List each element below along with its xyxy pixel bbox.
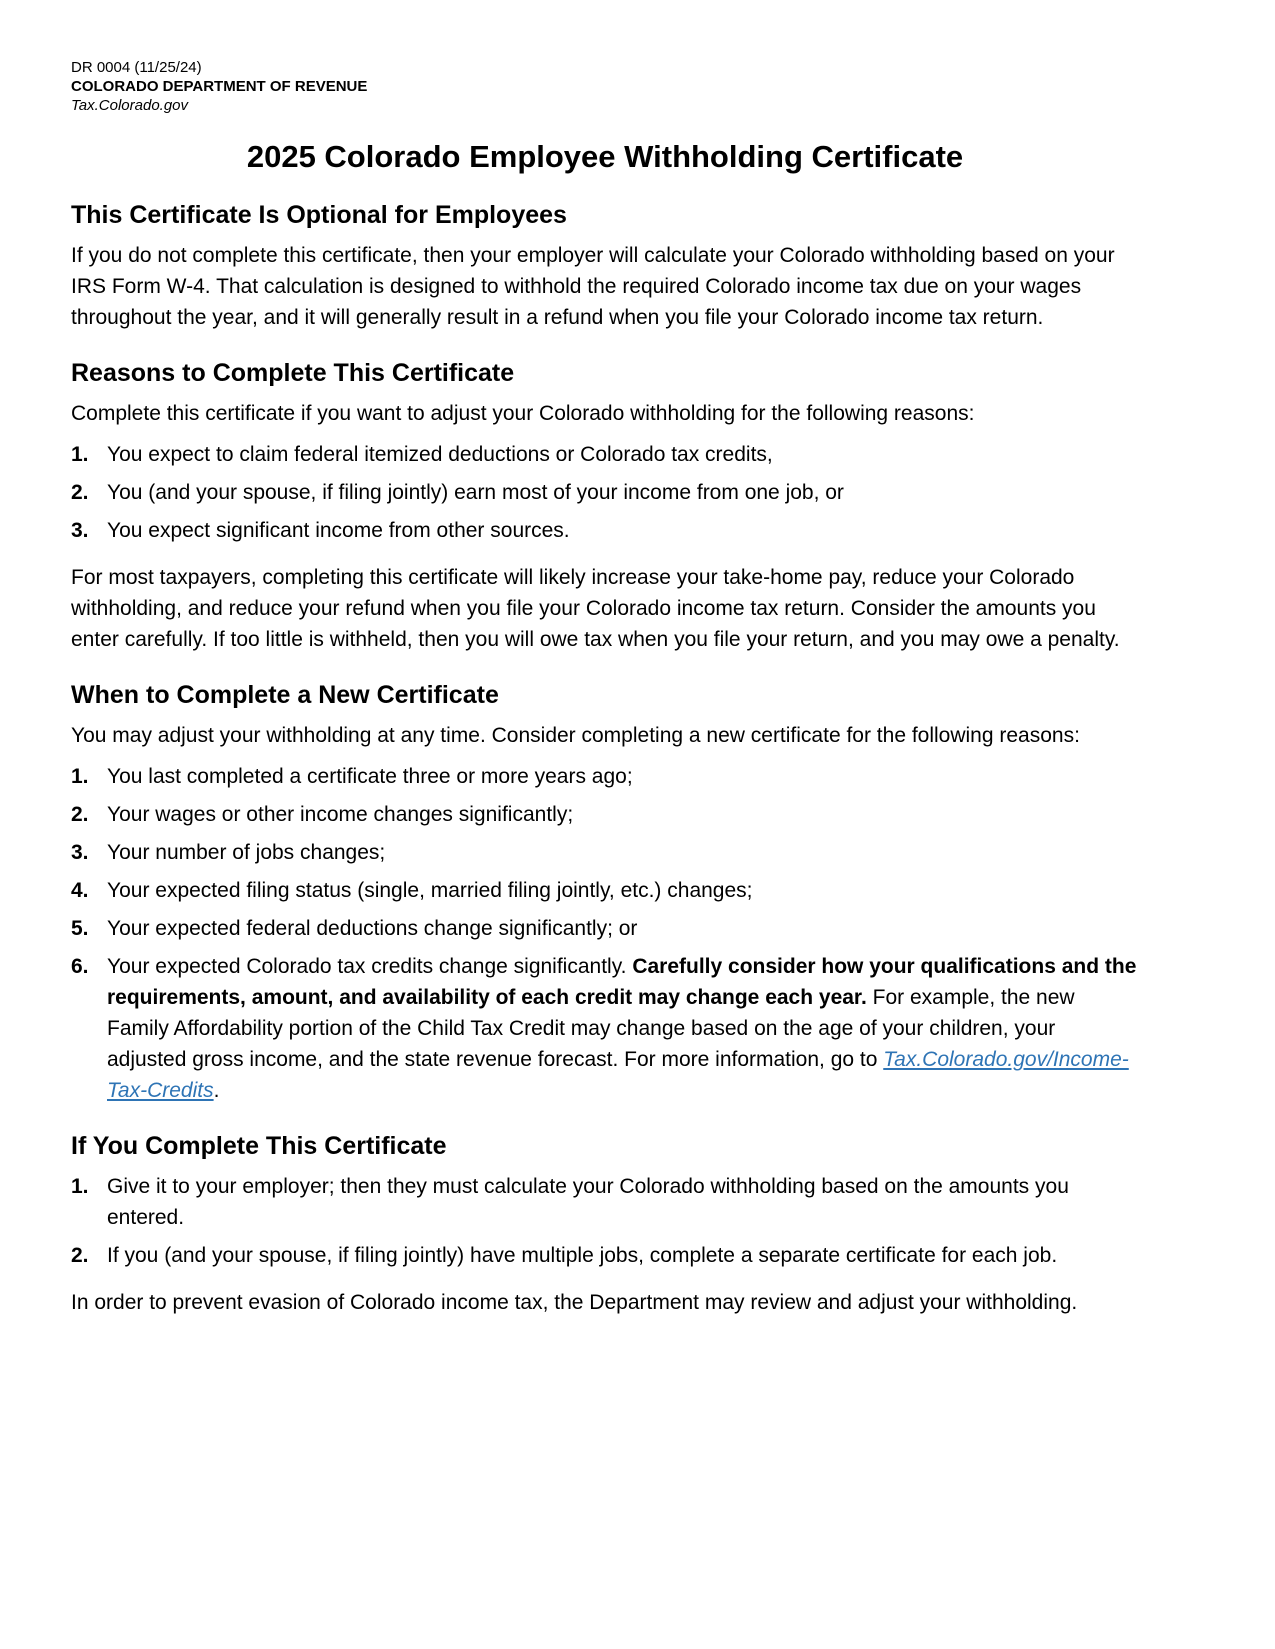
section-when-to-complete (71, 681, 1139, 1106)
item6-middle-text: For example, the new Family Affordability portion of the Child Tax Credit may change based on the age of your children, your adjusted gross income, and the state revenue forecast. For more information, go to (107, 986, 1075, 1071)
list-item (71, 1240, 1139, 1271)
list-item (71, 761, 1139, 792)
agency-website: Tax.Colorado.gov (71, 97, 189, 114)
item6-bold-emphasis: Carefully consider how your qualifications and the requirements, amount, and availability of each credit may change each year. (107, 955, 1137, 1009)
list-item (71, 837, 1139, 868)
form-number: DR 0004 (11/25/24) (71, 59, 202, 76)
page-title: 2025 Colorado Employee Withholding Certificate (246, 139, 964, 174)
complete-list (71, 1171, 1139, 1271)
reasons-intro-paragraph: Complete this certificate if you want to adjust your Colorado withholding for the following reasons: (71, 402, 975, 425)
agency-name: COLORADO DEPARTMENT OF REVENUE (71, 78, 368, 95)
list-item-tax-credits (71, 951, 1139, 1106)
section-certificate-optional (71, 201, 1139, 333)
list-item-text: Your wages or other income changes significantly; (107, 803, 574, 826)
optional-body-paragraph: If you do not complete this certificate, then your employer will calculate your Colorado withholding based on your IRS Form W-4. That calculation is designed to withhold the required Colorado income tax due on your wages throughout the year, and it will generally result in a refund when you file your Colorado income tax return. (71, 244, 1115, 329)
when-intro-paragraph: You may adjust your withholding at any time. Consider completing a new certificate for the following reasons: (71, 724, 1080, 747)
section-heading-complete: If You Complete This Certificate (71, 1132, 447, 1160)
list-item-number: 1. (71, 765, 89, 788)
list-item-number: 4. (71, 879, 89, 902)
item6-lead-text: Your expected Colorado tax credits change significantly. (107, 955, 633, 978)
list-item-text: Your expected federal deductions change significantly; or (107, 917, 638, 940)
evasion-note-paragraph: In order to prevent evasion of Colorado income tax, the Department may review and adjust your withholding. (71, 1291, 1078, 1314)
list-item-text: If you (and your spouse, if filing jointly) have multiple jobs, complete a separate certificate for each job. (107, 1244, 1058, 1267)
section-heading-when: When to Complete a New Certificate (71, 681, 499, 709)
list-item-number: 5. (71, 917, 89, 940)
section-reasons-to-complete (71, 359, 1139, 655)
reasons-list (71, 439, 1139, 546)
list-item-number: 2. (71, 481, 89, 504)
item6-tail-text: . (213, 1079, 220, 1102)
list-item-number: 1. (71, 1175, 89, 1198)
section-heading-optional: This Certificate Is Optional for Employees (71, 201, 567, 229)
list-item-text: You expect to claim federal itemized deductions or Colorado tax credits, (107, 443, 773, 466)
list-item-number: 3. (71, 841, 89, 864)
document-header (71, 58, 1139, 115)
list-item-text: Your expected filing status (single, married filing jointly, etc.) changes; (107, 879, 753, 902)
list-item-text: You expect significant income from other sources. (107, 519, 570, 542)
list-item (71, 913, 1139, 944)
list-item (71, 439, 1139, 470)
list-item (71, 477, 1139, 508)
list-item-text: You (and your spouse, if filing jointly) earn most of your income from one job, or (107, 481, 844, 504)
list-item-number: 2. (71, 1244, 89, 1267)
list-item-text: Give it to your employer; then they must calculate your Colorado withholding based on the amounts you entered. (107, 1175, 1069, 1229)
list-item-number: 6. (71, 955, 89, 978)
section-if-you-complete (71, 1132, 1139, 1318)
list-item (71, 799, 1139, 830)
section-heading-reasons: Reasons to Complete This Certificate (71, 359, 515, 387)
list-item-text: Your number of jobs changes; (107, 841, 386, 864)
list-item (71, 515, 1139, 546)
income-tax-credits-link[interactable]: Tax.Colorado.gov/Income-Tax-Credits (107, 1048, 1129, 1102)
list-item-number: 1. (71, 443, 89, 466)
when-list (71, 761, 1139, 1106)
list-item-text (107, 951, 1139, 1106)
list-item (71, 1171, 1139, 1233)
list-item-number: 2. (71, 803, 89, 826)
list-item-text: You last completed a certificate three or more years ago; (107, 765, 633, 788)
list-item (71, 875, 1139, 906)
list-item-number: 3. (71, 519, 89, 542)
reasons-note-paragraph: For most taxpayers, completing this certificate will likely increase your take-home pay, reduce your Colorado withholding, and reduce your refund when you file your Colorado income tax return. Consider the amounts you enter carefully. If too little is withheld, then you will owe tax when you file your return, and you may owe a penalty. (71, 566, 1120, 651)
